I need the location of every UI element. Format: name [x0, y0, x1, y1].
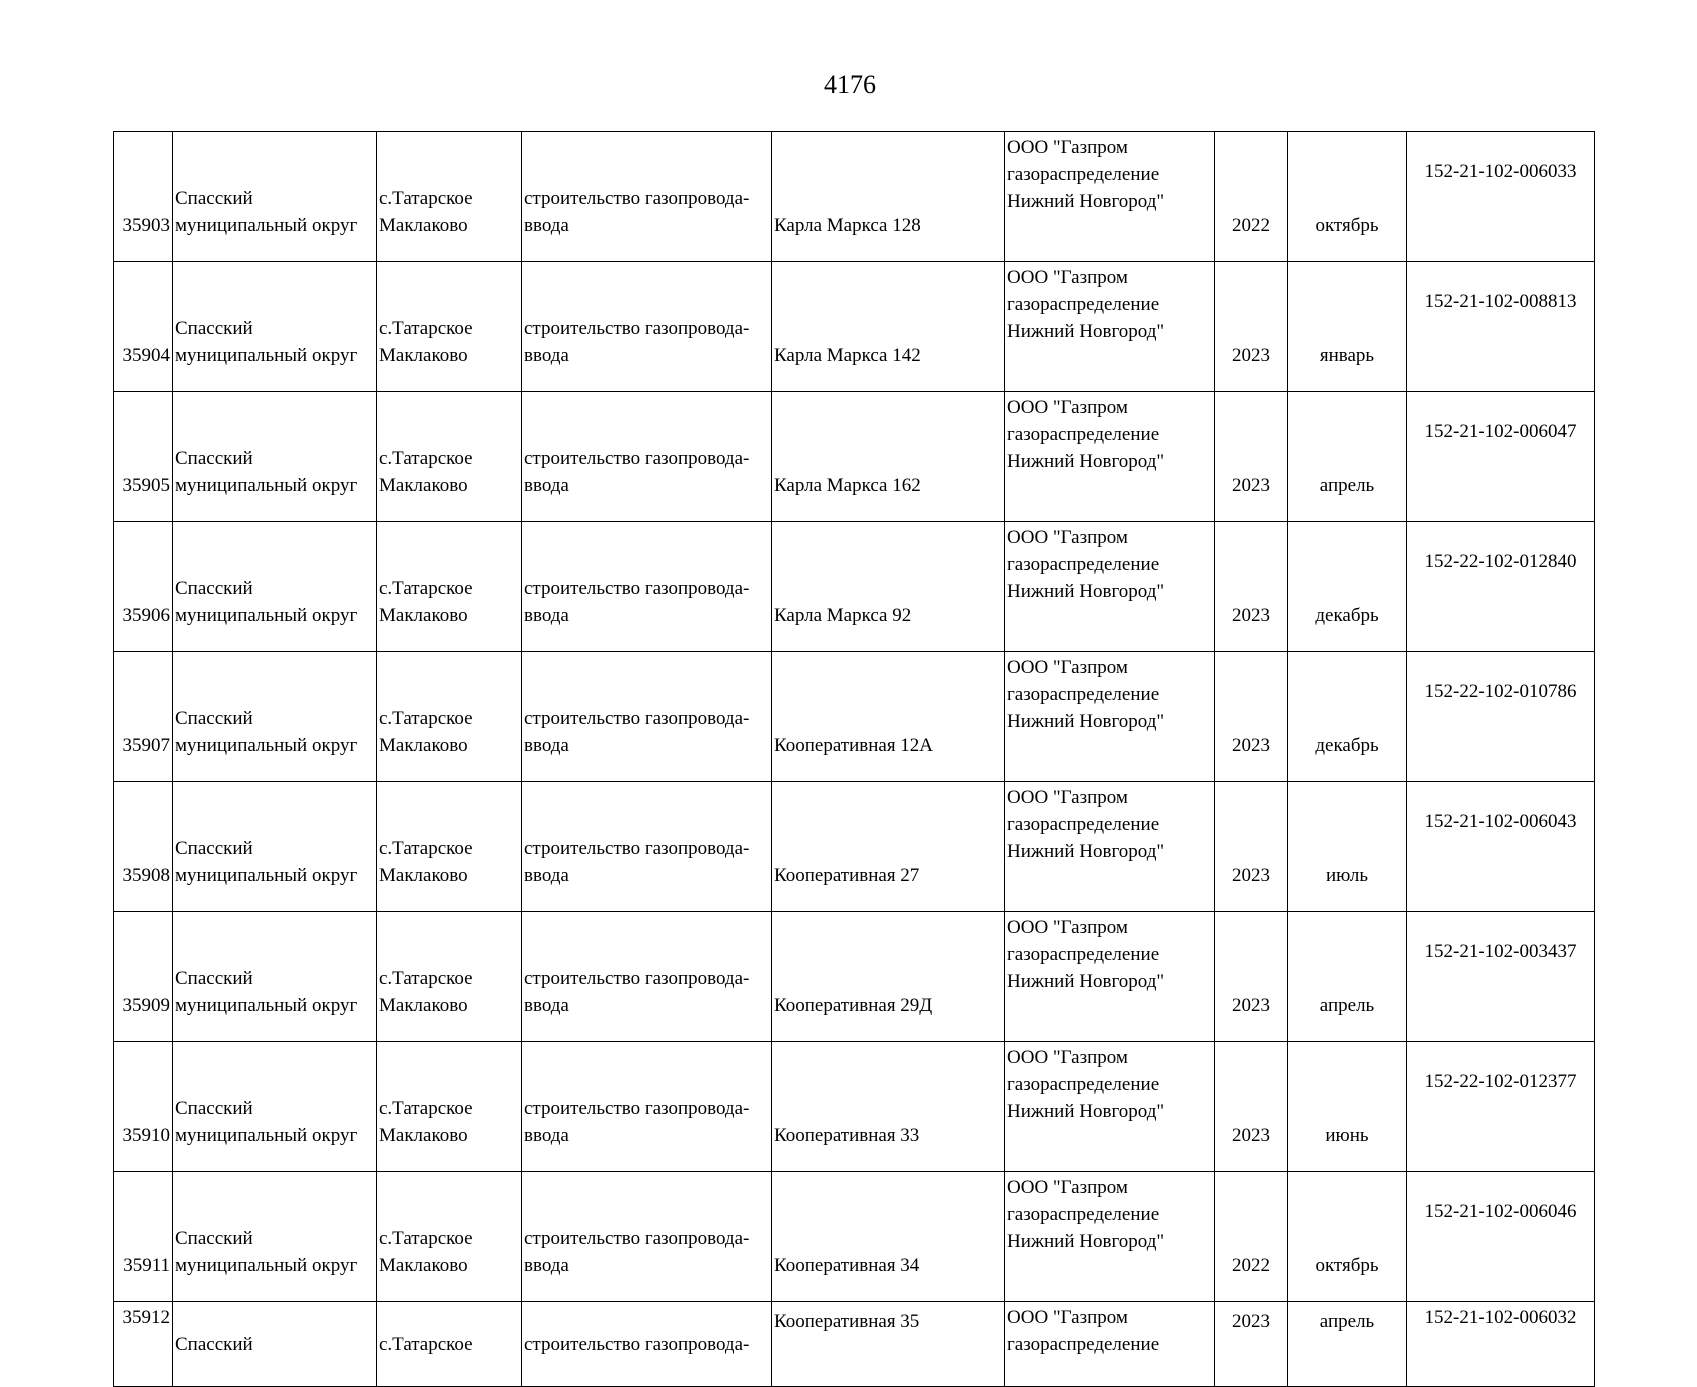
- settlement-cell: [377, 1042, 522, 1172]
- settlement-line: с.Татарское: [379, 1228, 473, 1249]
- organization-cell: [1005, 1172, 1215, 1302]
- work-type-line: ввода: [524, 605, 569, 626]
- district-cell: [173, 1042, 377, 1172]
- record-number-cell: 35904: [114, 262, 173, 392]
- month-cell: октябрь: [1288, 132, 1407, 262]
- register-table: [113, 131, 1595, 1387]
- settlement-line: с.Татарское: [379, 578, 473, 599]
- organization-cell: [1005, 912, 1215, 1042]
- application-code-cell: 152-22-102-012840: [1407, 522, 1595, 652]
- settlement-line: Маклаково: [379, 1125, 468, 1146]
- record-number-cell: 35910: [114, 1042, 173, 1172]
- application-code-cell: 152-21-102-008813: [1407, 262, 1595, 392]
- work-type-line: ввода: [524, 215, 569, 236]
- organization-line: ООО "Газпром: [1007, 267, 1128, 288]
- district-line: Спасский: [175, 1334, 253, 1355]
- district-line: муниципальный округ: [175, 475, 358, 496]
- table-row: [114, 132, 1595, 262]
- organization-cell: [1005, 522, 1215, 652]
- address-cell: Карла Маркса 162: [772, 392, 1005, 522]
- month-cell: апрель: [1288, 912, 1407, 1042]
- address-cell: Карла Маркса 92: [772, 522, 1005, 652]
- work-type-line: ввода: [524, 735, 569, 756]
- work-type-line: ввода: [524, 1255, 569, 1276]
- district-line: муниципальный округ: [175, 605, 358, 626]
- district-cell: [173, 132, 377, 262]
- settlement-cell: [377, 1172, 522, 1302]
- organization-line: газораспределение: [1007, 424, 1160, 445]
- district-cell: [173, 782, 377, 912]
- work-type-cell: [522, 262, 772, 392]
- organization-line: Нижний Новгород": [1007, 711, 1165, 732]
- record-number-cell: 35911: [114, 1172, 173, 1302]
- page-number: 4176: [824, 70, 876, 99]
- district-line: Спасский: [175, 578, 253, 599]
- organization-line: Нижний Новгород": [1007, 581, 1165, 602]
- organization-line: Нижний Новгород": [1007, 321, 1165, 342]
- work-type-line: ввода: [524, 1125, 569, 1146]
- organization-line: ООО "Газпром: [1007, 137, 1128, 158]
- organization-line: ООО "Газпром: [1007, 397, 1128, 418]
- month-cell: апрель: [1288, 1302, 1407, 1387]
- organization-line: ООО "Газпром: [1007, 787, 1128, 808]
- district-line: Спасский: [175, 318, 253, 339]
- settlement-line: Маклаково: [379, 1255, 468, 1276]
- organization-line: газораспределение: [1007, 1334, 1160, 1355]
- organization-line: Нижний Новгород": [1007, 841, 1165, 862]
- address-cell: Кооперативная 27: [772, 782, 1005, 912]
- table-row: [114, 1042, 1595, 1172]
- district-line: Спасский: [175, 708, 253, 729]
- work-type-line: строительство газопровода-: [524, 578, 750, 599]
- settlement-line: с.Татарское: [379, 318, 473, 339]
- address-cell: Кооперативная 12А: [772, 652, 1005, 782]
- year-cell: 2023: [1215, 522, 1288, 652]
- work-type-line: строительство газопровода-: [524, 318, 750, 339]
- record-number-cell: 35909: [114, 912, 173, 1042]
- settlement-cell: [377, 782, 522, 912]
- district-cell: [173, 262, 377, 392]
- settlement-line: Маклаково: [379, 345, 468, 366]
- organization-cell: [1005, 262, 1215, 392]
- month-cell: январь: [1288, 262, 1407, 392]
- table-row: [114, 1172, 1595, 1302]
- work-type-cell: [522, 1042, 772, 1172]
- record-number-cell: 35905: [114, 392, 173, 522]
- work-type-line: ввода: [524, 345, 569, 366]
- settlement-line: с.Татарское: [379, 1098, 473, 1119]
- settlement-line: с.Татарское: [379, 968, 473, 989]
- month-cell: октябрь: [1288, 1172, 1407, 1302]
- organization-line: Нижний Новгород": [1007, 451, 1165, 472]
- month-cell: апрель: [1288, 392, 1407, 522]
- work-type-line: строительство газопровода-: [524, 968, 750, 989]
- settlement-line: Маклаково: [379, 865, 468, 886]
- month-cell: июнь: [1288, 1042, 1407, 1172]
- work-type-line: строительство газопровода-: [524, 1228, 750, 1249]
- organization-cell: [1005, 1302, 1215, 1387]
- organization-line: газораспределение: [1007, 1074, 1160, 1095]
- year-cell: 2023: [1215, 1042, 1288, 1172]
- work-type-cell: [522, 782, 772, 912]
- organization-line: ООО "Газпром: [1007, 917, 1128, 938]
- district-line: муниципальный округ: [175, 995, 358, 1016]
- work-type-line: строительство газопровода-: [524, 1098, 750, 1119]
- settlement-line: Маклаково: [379, 605, 468, 626]
- settlement-cell: [377, 132, 522, 262]
- work-type-line: строительство газопровода-: [524, 1334, 750, 1355]
- organization-cell: [1005, 782, 1215, 912]
- settlement-line: Маклаково: [379, 215, 468, 236]
- settlement-cell: [377, 912, 522, 1042]
- district-line: Спасский: [175, 1098, 253, 1119]
- district-line: муниципальный округ: [175, 1255, 358, 1276]
- record-number-cell: 35912: [114, 1302, 173, 1387]
- organization-line: газораспределение: [1007, 684, 1160, 705]
- district-line: муниципальный округ: [175, 865, 358, 886]
- table-row: [114, 262, 1595, 392]
- organization-line: ООО "Газпром: [1007, 657, 1128, 678]
- settlement-line: Маклаково: [379, 475, 468, 496]
- organization-line: Нижний Новгород": [1007, 191, 1165, 212]
- year-cell: 2023: [1215, 912, 1288, 1042]
- work-type-line: ввода: [524, 995, 569, 1016]
- register-table-body: [114, 132, 1595, 1387]
- year-cell: 2023: [1215, 1302, 1288, 1387]
- settlement-line: с.Татарское: [379, 838, 473, 859]
- organization-cell: [1005, 132, 1215, 262]
- district-line: Спасский: [175, 838, 253, 859]
- application-code-cell: 152-21-102-006043: [1407, 782, 1595, 912]
- work-type-cell: [522, 132, 772, 262]
- address-cell: Кооперативная 33: [772, 1042, 1005, 1172]
- organization-cell: [1005, 1042, 1215, 1172]
- settlement-cell: [377, 392, 522, 522]
- settlement-line: с.Татарское: [379, 708, 473, 729]
- address-cell: Кооперативная 29Д: [772, 912, 1005, 1042]
- application-code-cell: 152-21-102-006032: [1407, 1302, 1595, 1387]
- settlement-line: с.Татарское: [379, 188, 473, 209]
- year-cell: 2023: [1215, 392, 1288, 522]
- work-type-cell: [522, 392, 772, 522]
- district-cell: [173, 652, 377, 782]
- table-row: [114, 782, 1595, 912]
- record-number-cell: 35906: [114, 522, 173, 652]
- district-line: муниципальный округ: [175, 215, 358, 236]
- work-type-line: строительство газопровода-: [524, 708, 750, 729]
- organization-line: ООО "Газпром: [1007, 527, 1128, 548]
- month-cell: декабрь: [1288, 652, 1407, 782]
- application-code-cell: 152-21-102-006033: [1407, 132, 1595, 262]
- organization-line: ООО "Газпром: [1007, 1177, 1128, 1198]
- application-code-cell: 152-21-102-006047: [1407, 392, 1595, 522]
- settlement-line: с.Татарское: [379, 448, 473, 469]
- year-cell: 2023: [1215, 782, 1288, 912]
- table-row: [114, 522, 1595, 652]
- district-cell: [173, 912, 377, 1042]
- application-code-cell: 152-22-102-012377: [1407, 1042, 1595, 1172]
- organization-cell: [1005, 392, 1215, 522]
- application-code-cell: 152-21-102-006046: [1407, 1172, 1595, 1302]
- district-line: Спасский: [175, 968, 253, 989]
- year-cell: 2023: [1215, 652, 1288, 782]
- year-cell: 2022: [1215, 1172, 1288, 1302]
- address-cell: Кооперативная 35: [772, 1302, 1005, 1387]
- month-cell: декабрь: [1288, 522, 1407, 652]
- table-row: [114, 1302, 1595, 1387]
- work-type-line: строительство газопровода-: [524, 188, 750, 209]
- work-type-cell: [522, 1172, 772, 1302]
- year-cell: 2022: [1215, 132, 1288, 262]
- organization-line: Нижний Новгород": [1007, 1101, 1165, 1122]
- address-cell: Карла Маркса 142: [772, 262, 1005, 392]
- settlement-cell: [377, 1302, 522, 1387]
- district-line: Спасский: [175, 188, 253, 209]
- work-type-line: ввода: [524, 475, 569, 496]
- settlement-line: Маклаково: [379, 995, 468, 1016]
- settlement-line: с.Татарское: [379, 1334, 473, 1355]
- district-cell: [173, 1172, 377, 1302]
- record-number-cell: 35907: [114, 652, 173, 782]
- settlement-cell: [377, 652, 522, 782]
- work-type-line: строительство газопровода-: [524, 838, 750, 859]
- record-number-cell: 35903: [114, 132, 173, 262]
- settlement-cell: [377, 522, 522, 652]
- organization-line: газораспределение: [1007, 944, 1160, 965]
- application-code-cell: 152-22-102-010786: [1407, 652, 1595, 782]
- organization-cell: [1005, 652, 1215, 782]
- organization-line: ООО "Газпром: [1007, 1047, 1128, 1068]
- organization-line: Нижний Новгород": [1007, 971, 1165, 992]
- district-line: муниципальный округ: [175, 1125, 358, 1146]
- table-row: [114, 912, 1595, 1042]
- address-cell: Карла Маркса 128: [772, 132, 1005, 262]
- settlement-cell: [377, 262, 522, 392]
- district-line: Спасский: [175, 1228, 253, 1249]
- district-line: муниципальный округ: [175, 345, 358, 366]
- table-row: [114, 652, 1595, 782]
- year-cell: 2023: [1215, 262, 1288, 392]
- month-cell: июль: [1288, 782, 1407, 912]
- organization-line: газораспределение: [1007, 1204, 1160, 1225]
- organization-line: ООО "Газпром: [1007, 1307, 1128, 1328]
- work-type-cell: [522, 522, 772, 652]
- work-type-cell: [522, 912, 772, 1042]
- district-cell: [173, 1302, 377, 1387]
- record-number-cell: 35908: [114, 782, 173, 912]
- organization-line: газораспределение: [1007, 814, 1160, 835]
- district-cell: [173, 392, 377, 522]
- work-type-line: ввода: [524, 865, 569, 886]
- table-row: [114, 392, 1595, 522]
- settlement-line: Маклаково: [379, 735, 468, 756]
- district-cell: [173, 522, 377, 652]
- address-cell: Кооперативная 34: [772, 1172, 1005, 1302]
- organization-line: газораспределение: [1007, 294, 1160, 315]
- work-type-line: строительство газопровода-: [524, 448, 750, 469]
- district-line: муниципальный округ: [175, 735, 358, 756]
- application-code-cell: 152-21-102-003437: [1407, 912, 1595, 1042]
- district-line: Спасский: [175, 448, 253, 469]
- work-type-cell: [522, 1302, 772, 1387]
- organization-line: Нижний Новгород": [1007, 1231, 1165, 1252]
- work-type-cell: [522, 652, 772, 782]
- organization-line: газораспределение: [1007, 164, 1160, 185]
- organization-line: газораспределение: [1007, 554, 1160, 575]
